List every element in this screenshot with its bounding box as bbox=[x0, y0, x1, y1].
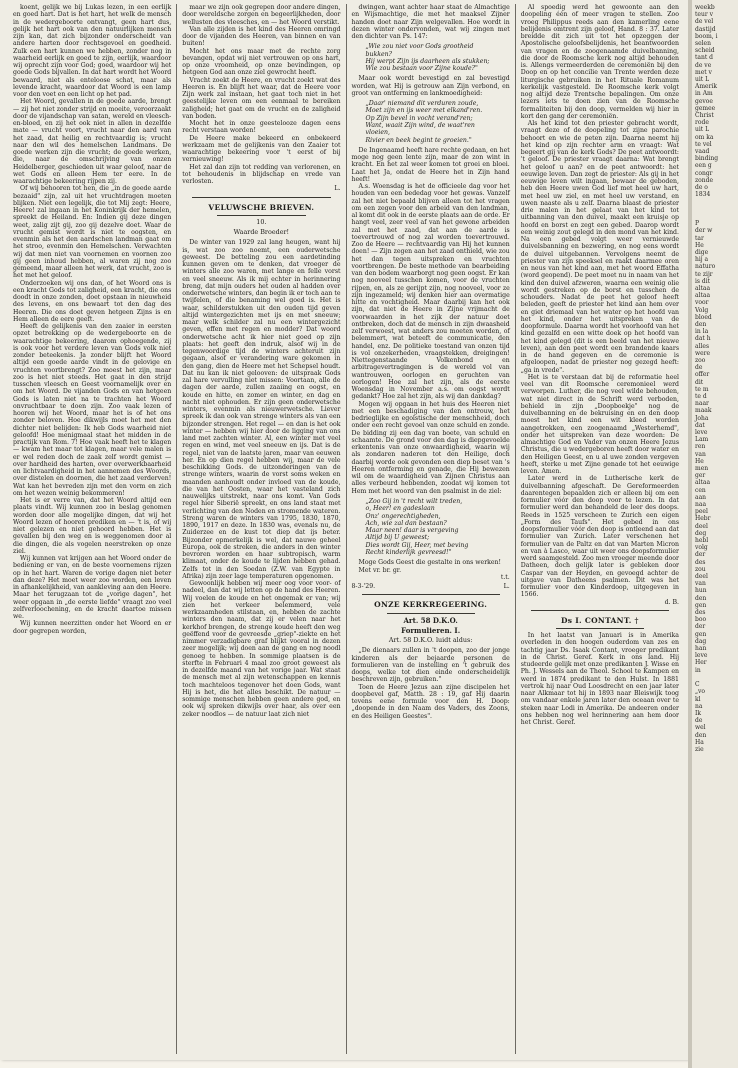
fragment-line: Joha bbox=[695, 414, 709, 422]
column-1 bbox=[8, 4, 177, 1054]
paragraph: De winter van 1929 zal lang heugen, want hij is, wat zoo zoo noemt, een ouderwetsche geweest. De betteling zou een aardetinding kunnen geven om te denken, dat vroeger de winters alle zoo waren, met lange en felle vorst en veel sneeuw. Als ik mij echter in herinnering breng, dat mijn ouders het ouden al hadden over onderwetsche winters, dan begin ik er toch aan te twijfelen, of die benaming wel goed is. Het is waar, schilderstukken uit den ouden tijd geven altijd wintergezichten met ijs en met sneeuw; maar welk schilder zal nu een wintergezicht geven, effen met regen en modder? Dat woord onderwetsche acht ik hier niet goed op zijn plaats: het geeft den indruk, alsof wij in de tegenwoordige tijd de winters achteruit zijn gegaan, alsof er verandering ware gekomen in den gang, dien de Heere met het Schepsel houdt. Dat nu kan ik niet gelooven: de uitspraak Gods zal hare vervulling niet missen: Voortaan, alle de dagen der aarde, zullen zaaiing en oogst, en koude en hitte, en zomer en winter, en dag en nacht niet ophouden. Er zijn geen onderwetsche winters, evenmin als nieuwerwetsche. Liever spreek ik dan ook van strenge winters als van een bijzonder strengen. Het regel — en dan is het ook winter — hebben wij hier door de ligging van ons land met zachten winter. Al, een winter met veel regen en wind, met veel sneeuw en ijs. Dat is de regel, niet van de laatste jaren, maar van eeuwen her. En op dien regel hebben wij, maar de vele beschikking Gods. de uitzonderingen van de strenge winters, waarin de vorst soms weken en maanden aanhoudt onder invloed van de koude, die van het Oosten, waar het vasteland zich nauwelijks uitstrekt, naar ons komt. Van Gods regel hier Siberië spreekt, en ons land staat met verlichting van den Noden en stromende wateren. Streng waren de winters van 1795, 1830, 1870, 1890, 1917 en deze. In 1830 was, evenals nu, de Zuiderzee en de kust tot diep dat ijs beter. Bijzonder opmerkelijk is wel, dat nauwe geheel Europa, ook de streken, die anders in den winter bevroren worden en haar subtropisch, warm klimaat, onder de koude te lijden hebben gehad. Zelfs tot in den Soedan (Z.W. van Egypte in Afrika) zijn zeer lage temperaturen opgenomen. bbox=[182, 239, 341, 580]
psalm-verse-3 bbox=[366, 498, 510, 556]
article-intro: Art. 58 D.K.O. luidt aldus: bbox=[388, 636, 473, 645]
fragment-line: C bbox=[695, 681, 700, 689]
fragment-line: wel bbox=[695, 724, 706, 732]
fragment-line bbox=[695, 206, 738, 213]
fragment-line: deel bbox=[695, 522, 708, 530]
fragment-line: te vel bbox=[695, 140, 712, 148]
fragment-line: dit bbox=[695, 378, 704, 386]
formulieren-title: Formulieren. I. bbox=[401, 625, 461, 635]
signature-l: L. bbox=[334, 185, 341, 193]
fragment-line: deel bbox=[695, 573, 708, 581]
section-divider bbox=[531, 610, 669, 611]
verse-line: Maar neen! daar is vergeving bbox=[365, 527, 459, 535]
paragraph: Of wij behooren tot hen, die „in de goede aarde bezaaid" zijn, zal uit het vruchtdragen moeten blijken. Niet een legelijk, die tot Mij zegt: Heere, Heere! zal ingaan in het Koninkrijk der hemelen, spreekt de Heiland. En: Indien gij deze dingen weet, zalig zijt gij, zoo gij dezelve doet. Waar de vrucht gemist wordt is niet te oogsten, en evenmin als het den aardschen landman gaat om het stroo, evenmin den Hemelschen. Verwachten wij dat men niet van voornemen en voornen zoo gij geen inhoud hebben, al waren zij nog zoo gemeend, maar alleen het werk, dat vrucht, zoo is het met het geloof. bbox=[13, 185, 172, 280]
fragment-line: de bbox=[695, 364, 703, 372]
paragraph: Later werd in de Lutherische kerk de duivelbanning afgeschaft. De Gereformeerden daarentegen bepaalden zich er alleen bij om een formulier vóór den doop voor te lezen. In dat formulier werd dan behandeld de leer des doops. Reeds in 1525 verscheen te Zurich een eigen „Form des Taufs". Het gebed in ons doopsformulier vóór den doop is ontleend aan dat formulier van Zurich. Later verschenen het formulier van de Paltz en dat van Marten Micron en van à Lasco, waar uit weer ons doopsformulier werd saamgesteld. Zoo men vroeger meende door Datheen, doch gelijk later is gebleken door Caspar van der Heyden, en gevoegd achter de uitgave van Datheens psalmen. Dit was het formulier voor den Kinderdoop, uitgegeven in 1566. bbox=[520, 475, 679, 599]
section-title-onze-kerkregeering: ONZE KERKREGEERING. bbox=[374, 600, 488, 610]
fragment-line: der w bbox=[695, 227, 713, 235]
regards-line: Met vr. br. gr. bbox=[358, 566, 402, 574]
fragment-line: uit L bbox=[695, 126, 710, 134]
paragraph: Het is te verstaan dat bij de reformatie heel veel van dit Roomsche ceremonieel werd verworpen. Luther, die nog veel wilde behouden, wat niet direct in de Schrift werd verboden, behield in zijn „Doopboekje" nog de duivelbanning en de bekruising en en den doop moest het kind een wit kleed worden aangetrokken, een zoogenaamd „Westerhemd", onder het uitspreken van deze woorden: De almachtige God en Vader van onzen Heere Jezus Christus, die u wedergeboren heeft door water en den Heiligen Geest, en u al uwe zonden vergeven heeft, sterke u met Zijne genade tot het eeuwige leven. Amen. bbox=[520, 373, 679, 475]
fragment-line: Her bbox=[695, 659, 707, 667]
fragment-line: Lam bbox=[695, 436, 709, 444]
letter-date: 8-3-'29. bbox=[351, 583, 376, 591]
paragraph: Toen de Heere Jezus aan zijne discipelen het doopbevel gaf, Matth. 28 : 19, gaf Hij daarin tevens eene formule voor den H. Doop: „doopende in den Naam des Vaders, des Zoons, en des Heiligen Geestes". bbox=[351, 683, 510, 720]
paragraph: maar we zijn ook gegrepen door andere dingen, door wereldsche zorgen en begeerlijkheden, door wellusten des vleesches, en — het Woord verstikt. bbox=[182, 4, 341, 26]
fragment-line: uit L bbox=[695, 76, 710, 84]
fragment-line: altaa bbox=[695, 292, 711, 300]
page-columns bbox=[8, 4, 684, 1054]
paragraph: A.s. Woensdag is het de officieele dag voor het houden van een bededag voor het gewas. Vanzelf zal het niet bepaald blijven alleen tot het vragen om een zegen voor den arbeid van den landman, al komt dit ook in de eerste plaats aan de orde. Er hangt veel, zeer veel af van het gewone arbeiden zal met het zaad, dat aan de aarde is toevertrouwd of nog zal worden toevertrouwd. Zoo de Heere — rechtvaardig van Hij het kunnen doen! — Zijn zegen aan het zaad onthield, wie zou het dan tegen uitspreken en vruchten voortbrengen. De beste methode van bearbeiding van den bodem waarborgt nog geen oogst. Er kan nog nooveel tusschen komen, voor de vruchten rijpen, en, als ze gerijpt zijn, nog nooveel, voor ze zijn ingezameld; wij denken hier aan overmatige hitte en vochtigheid. Maar daarbij kan het ook zijn, dat niet de Heere in Zijne vrijmacht de voorwaarden in het zijk der natuur doet ontbreken, doch dat de mensch in zijn dwaasheid zelf verwoest, wat anders zou moeten worden, of belemmert, wat beteeft de communicatie, den handel, enz. De politieke toestand van onzen tijd is vol onzekerheden, vraagstekken, dreigingen! Niettegenstaande Volkenbond en arbitragevertragingen is de wereld vol van wantrouwen, oorlogen en geruchten van oorlogen! Hoe zal het zijn, als de eerste Woensdag in November a.s. om oogst wordt gedankt? Hoe zal het zijn, als wij dan dankdag? bbox=[351, 183, 510, 401]
paragraph: In het laatst van Januari is in Amerika overleden in den hoogen ouderdom van zes en tachtig jaar Ds. Isaak Contant, vroeger predikant in de Christ. Geref. Kerk in ons land. Hij studeerde gelijk met onze predikanten J. Wisse en Ph. J. Wessels aan de Theol. School te Kampen en werd in 1874 predikant te den Hulst. In 1881 vertrok hij naar Oud Loosdrecht en een jaar later naar Alkmaar tot hij in 1893 naar Bleiswijk toog om vandaar enkele jaren later den oceaan over te steken naar Lodi in Amerika. De andeeren onder ons hebben nog wel herinnering aan hem door het Christ. Geref. bbox=[520, 632, 679, 726]
verse-line: Recht kinderlijk gevreesd!" bbox=[365, 549, 452, 557]
section-title-veluwsche-brieven: VELUWSCHE BRIEVEN. bbox=[208, 202, 315, 212]
fragment-line: voor bbox=[695, 299, 709, 307]
fragment-line: He bbox=[695, 457, 704, 465]
fragment-line: ren bbox=[695, 443, 706, 451]
initials-tt: t.t. bbox=[500, 573, 510, 581]
paragraph: Onderzoeken wij ons dan, of het Woord ons is een kracht Gods tot zaligheid, een kracht, die ons doodt in onze zonden, doet opstaan in nieuwheid des levens, en ons bewaart tot den dag des Heeren. Die ons doet geven hetgeen Zijns is en Hem alleen de eere geeft. bbox=[13, 279, 172, 323]
fragment-line: zou bbox=[695, 565, 706, 573]
letter-signature: L. bbox=[503, 583, 510, 591]
fragment-line: hij a bbox=[695, 256, 709, 264]
verse-line: Dies wordt Gij, Heer, met beving bbox=[365, 541, 469, 549]
fragment-line: des bbox=[695, 558, 706, 566]
fragment-line: den bbox=[695, 320, 707, 328]
paragraph: Al spoedig werd het gewoonte aan den doopeling één of meer vragen te stellen. Zoo vroeg Philippus reeds aan den kamerling eene belijdenis omtrent zijn geloof, Hand. 8 : 37. Later breidde dit zich uit tot het opzeggen der Apostolische geloofsbelijdenis, het beantwoorden van vragen en de zoogenaamde duivelbanning, die door de Roomsche kerk nog altijd behouden is. Allengs vermeerderden de ceremoniën bij den Doop en op het concilie van Trente werden deze liturgische gebruiken in het Rituale Romanum kerkelijk vastgesteld. De Roomsche kerk volgt nog altijd deze Trentsche bepalingen. Om onze lezers iets te doen zien van de Roomsche formaliteiten bij den doop, vermelden wij hier in kort den gang der ceremoniën. bbox=[520, 4, 679, 120]
fragment-line: congr bbox=[695, 169, 713, 177]
fragment-line: ger bbox=[695, 472, 706, 480]
fragment-line: gen bbox=[695, 601, 707, 609]
letter-number: 10. bbox=[256, 217, 267, 226]
fragment-line: der bbox=[695, 623, 706, 631]
paragraph: Heeft de gelijkenis van den zaaier in eersten opzet betrekking op de wedergeboorte en de waarachtige bekeering, daarom ophoegende, zij is ook voor het verdere leven van Gods volk niet zonder beteekenis. Ja zonder blijft het Woord altijd een goede aarde vindt in de gelovige en vruchten voortbrengt? Zoo moest het zijn, maar zoo is het niet steeds. Het gaat in den strijd tusschen vleesch en Geest voornamelijk over en om het Woord. De vijanden Gods en van hetgeen Gods is laten niet na te trachten het Woord onvruchtbaar te doen zijn. Zoo vaak lezen of hooren wij het Woord, maar het is of het ons zonder beloven. Hoe dikwijls moet het met den dichter niet belijden: Ik heb Gods waarheid niet geloofd! Hoe menigmaal staat het midden in de practijk van Rom. 7! Hoe vaak heeft het te klagen — kwam het maar tot klagen, maar vele malen is er wel reden doch de zaak zelf wordt gemist — over hardheid des harten, over overwerkbaarheid en lichtvaardigheid in het aannemen des Woords, over distelen en doornen, die het zaad verderven! Wat kan het bevreden zijn met den vorm en zich om het wezen weinig bekommeren! bbox=[13, 323, 172, 497]
fragment-line: maak bbox=[695, 407, 712, 415]
paragraph: Gewoonlijk hebben wij meer oog voor voor- of nadeel, dan dat wij letten op de hand des Heeren. Wij voelen de koude en het ongemak er van; wij zien het verkeer belemmerd, vele werkzaamheden stilstaan, en, hebben de zachte winters den naam, dat zij er velen naar het kerkhof brengen, de strenge koude heeft den weg geëffend voor de gevreesde „griep"-ziekte en het nimmer verzadigbare graf blijkt vooral in dezen zeer mogelijk; wij doen aan de gang en nog noodl genoeg te hebben. In sommige plaatsen is de sterfte in Februari 4 maal zoo groot geweest als in dezelfde maand van het vorige jaar. Wat staat de mensch met al zijn wetenschappen en kennis toch machteloos tegenover het doen Gods, want Hij is het, die het alles beschikt. De natuur — sommige menschen hebben geen andere god, en ook wij spreken dikwijls over haar, als over een zeker noodlos — de natuur laat zich niet bbox=[182, 580, 341, 718]
paragraph: Mocht het in onze geestelooze dagen eens recht verstaan worden! bbox=[182, 120, 341, 135]
fragment-line: tar bbox=[695, 234, 704, 242]
fragment-line: van bbox=[695, 580, 706, 588]
letter-salutation: Waarde Broeder! bbox=[233, 228, 290, 236]
fragment-line: gemee bbox=[695, 104, 716, 112]
verse-line: Rivier en beek begint te groeien." bbox=[365, 136, 472, 144]
verse-line: „Zoo Gij in 't recht wilt treden, bbox=[365, 497, 463, 505]
fragment-line: bloed bbox=[695, 313, 712, 321]
paragraph: Het zal dan zijn tot redding van verlorenen, en tot behoudenis in blijdschap en vrede van verlosten. bbox=[182, 163, 341, 185]
verse-line: Moet zijn en ijs weer met elkand'ren. bbox=[365, 107, 483, 115]
fragment-line: peel bbox=[695, 508, 708, 516]
fragment-line: He bbox=[695, 241, 704, 249]
fragment-line: volg bbox=[695, 544, 708, 552]
fragment-line: de vel bbox=[695, 18, 714, 26]
fragment-line: in la bbox=[695, 328, 709, 336]
fragment-line bbox=[695, 213, 738, 220]
verse-line: o, Heer! en gadeslaan bbox=[365, 505, 435, 513]
fragment-line: „vo bbox=[695, 688, 706, 696]
fragment-line: teur v bbox=[695, 11, 713, 19]
psalm-verse-1 bbox=[366, 43, 510, 72]
paragraph: Vracht zoekt de Heere, en vrucht zoekt wat des Heeren is. En blijft het waar, dat de Heere voor Zijn werk zal instaan, het gaat toch niet in het geestelijke leven om een eenmaal te bereiken zaligheid; het gaat om de vrucht en de zaligheid van boden. bbox=[182, 76, 341, 120]
fragment-line: leve bbox=[695, 652, 708, 660]
fragment-line: den bbox=[695, 731, 707, 739]
verse-line: Wie zou bestaan voor Zijne koude?" bbox=[365, 65, 478, 73]
fragment-line: te d bbox=[695, 392, 707, 400]
verse-line: „Daar' niemand dit verduren zoude, bbox=[365, 100, 479, 108]
fragment-line: hebl bbox=[695, 537, 709, 545]
signature-db: d. B. bbox=[664, 598, 679, 606]
paragraph: De Heere make bekeerd en onbekeerd werkzaam met de gelijkenis van den Zaaier tot waarachtige bekeering voor 't eerst of bij vernieuwing! bbox=[182, 134, 341, 164]
fragment-line: te zijr bbox=[695, 270, 713, 278]
fragment-line: aan bbox=[695, 493, 707, 501]
fragment-line: dastijd bbox=[695, 25, 716, 33]
letter-footer bbox=[352, 583, 510, 590]
paragraph: dwingen, want achter haar staat de Almachtige en Wijsmachtige, die met het maaksel Zijner handen doet naar Zijn welgevallen. Hoe wordt in dezen winter ondervonden, wat wij zingen met den dichter van Ps. 147: bbox=[351, 4, 510, 40]
fragment-line: zoo bbox=[695, 356, 706, 364]
fragment-line: alles bbox=[695, 342, 710, 350]
fragment-line: des bbox=[695, 609, 706, 617]
fragment-line: altaa bbox=[695, 479, 711, 487]
fragment-line: dat bbox=[695, 421, 705, 429]
verse-line: Op Zijn bevel in vocht verand'ren; bbox=[365, 114, 473, 122]
paragraph: Mogen wij opgaan in het huis des Heeren niet met een beschadiging van den ontrouw, het bedrieglijke en egoïstische der menschheid, doch onder een recht gevoel van onze schuld en zonde. De bidding zij een dag van boete, van schuld en schaamte. De grond voor den dag is diepgevoelde erkentenis van onze onwaardigheid, waarin wij als zondaren naderen tot den Heilige, doch daarbij worde ook gevonden een diep beset van 's Heeren ontferming en genade, die Hij bewezen wil om de waardigheid van Zijnen Christus aan alles verbeurd hebbenden, zoodat wij komen tot Hem met het woord van den psalmist in de ziel: bbox=[351, 400, 510, 495]
verse-line: „Wie zou niet voor Gods grootheid bbox=[365, 43, 474, 51]
fragment-line: in Am bbox=[695, 90, 713, 98]
fragment-line: om ka bbox=[695, 133, 714, 141]
verse-line: vloeien, bbox=[365, 129, 390, 137]
paragraph: Van alle zijden is het kind des Heeren omringd door de vijanden des Heeren, van binnen en van buiten! bbox=[182, 25, 341, 48]
fragment-line: naar bbox=[695, 400, 709, 408]
fragment-line: dag bbox=[695, 637, 707, 645]
verse-line: bukken? bbox=[365, 50, 392, 58]
paragraph: Wij kunnen neerzitten onder het Woord en er door gegrepen worden, bbox=[13, 620, 172, 635]
fragment-line: deg bbox=[695, 529, 707, 537]
fragment-line: scheid bbox=[695, 47, 715, 55]
fragment-line: dige bbox=[695, 248, 709, 256]
paragraph: De Ingenaamd heeft hare rechte gedaan, en het moge nog geen lente zijn, maar de zon wint in kracht. En het zal weer komen tot groei en bloei. Laat het Ja, ondat de Heere het in Zijn hand heeft! bbox=[351, 146, 510, 183]
fragment-line: na bbox=[695, 702, 703, 710]
column-2 bbox=[177, 4, 346, 1054]
fragment-line: Ik bbox=[695, 709, 702, 717]
fragment-line: altaa bbox=[695, 284, 711, 292]
fragment-line: de bbox=[695, 717, 703, 725]
next-page-fragment bbox=[692, 0, 738, 1068]
fragment-line: vaad bbox=[695, 148, 710, 156]
paragraph: Het is er verre van, dat het Woord altijd een plaats vindt. Wij kunnen zoo in beslag genomen worden door alle mogelijke dingen, dat wij het Woord lezen of hooren prediken en — 't is, of wij niet gelezen en niet gehoord hebben. Het is gevallen bij den weg en is weggenomen door al die dingen, die als vogelen neerstreken op onze ziel. bbox=[13, 497, 172, 555]
fragment-line: der bbox=[695, 551, 706, 559]
fragment-line: den bbox=[695, 594, 707, 602]
fragment-line: naturo bbox=[695, 263, 716, 271]
fragment-line: Christ bbox=[695, 112, 714, 120]
fragment-line: P bbox=[695, 220, 700, 228]
paragraph: Wij kunnen vat krijgen aan het Woord onder de bediening er van, en de beste voornemens rijzen op in het hart. Waren de vorige dagen niet beter dan deze? Het moet weer zoo worden, een leven in afhankelijkheid, van aankleving aan den Heere. Maar het terugzaan tot de „vorige dagen", het weer opgaan in „de eerste liefde" vraagt zoo veel zelfverloochening, en de kracht daartoe missen we. bbox=[13, 555, 172, 620]
verse-line: Hij werpt Zijn ijs daarheen als stukken; bbox=[365, 57, 490, 65]
fragment-line: binding bbox=[695, 155, 719, 163]
fragment-line: met v bbox=[695, 68, 712, 76]
paragraph: koent, gelijk we bij Lukas lezen, in een eerlijk en goed hart. Dat is het hart, het welk de mensch in de wedergeboorte ontvangt, geen hart dus, gelijk het hart ook van den natuurlijken mensch zijn kan, dat zich bijzonder onderscheidt van andere harten door rechtsgevoel en goedheid. Zulk een hart kunnen we hebben, zonder nog in waarheid eerlijk en goed te zijn, eerlijk, waardoor wij oprecht zijn voor God; goed, waardoor wij het goede Gods bijvallen. In dat hart wordt het Woord bewaard, niet als enteloose schat, maar als levende kracht, waardoor dat Woord is een lamp voor den voet en een licht op het pad. bbox=[13, 4, 172, 98]
fragment-line: boo bbox=[695, 616, 707, 624]
fragment-line bbox=[695, 198, 738, 205]
fragment-line bbox=[695, 674, 738, 681]
closing-line: Moge Gods Geest die gestalte in ons werken! bbox=[358, 559, 502, 567]
fragment-line: de ve bbox=[695, 61, 712, 69]
title-underline bbox=[217, 215, 305, 216]
fragment-line: were bbox=[695, 349, 711, 357]
title-underline bbox=[387, 613, 475, 614]
fragment-line: dat h bbox=[695, 335, 711, 343]
verse-line: Onz' ongerechtigheden, bbox=[365, 512, 441, 520]
fragment-line: te m bbox=[695, 385, 709, 393]
fragment-line: de o bbox=[695, 184, 708, 192]
paragraph: Het Woord, gevallen in de goede aarde, brengt — zij het niet zonder strijd en moeite, veroorzaakt door de vijandschap van satan, wereld en vleesch-en-bloed, en zij het ook niet in allen in dezelfde mate — vrucht voort, vrucht naar den aard van het zaad, dat heilig en rechtvaardig is; vrucht naar den wil des hemelschen Landmans. De goede werken zijn die vrucht; de goede werken, die, naar de omschrijving van onzen Heidelberger, geschieden uit waar geloof, naar de wet Gods en alleen Hem ter eere. In de waarachtige bekeering rijpen zij. bbox=[13, 98, 172, 185]
fragment-line: is dit bbox=[695, 277, 711, 285]
fragment-line: Hebr bbox=[695, 515, 711, 523]
fragment-line: naa bbox=[695, 501, 707, 509]
fragment-line: men bbox=[695, 465, 709, 472]
column-4 bbox=[516, 4, 684, 1054]
verse-line: Altijd bij U geweest; bbox=[365, 534, 430, 542]
section-title-contant: Ds I. CONTANT. † bbox=[560, 615, 639, 625]
paragraph: Maar ook wordt bevestigd en zal bevestigd worden, wat Hij is getrouw aan Zijn verbond, en groot van ontferming en lankmoedigheid: bbox=[351, 75, 510, 97]
section-divider bbox=[192, 197, 330, 198]
next-page-text bbox=[695, 4, 738, 753]
fragment-line: kl bbox=[695, 695, 701, 703]
fragment-line: leve bbox=[695, 428, 708, 436]
section-divider bbox=[362, 594, 500, 595]
psalm-verse-2 bbox=[366, 100, 510, 144]
fragment-line: zonde bbox=[695, 176, 714, 184]
fragment-line: Volg bbox=[695, 306, 709, 314]
verse-line: Ach, wie zal dan bestaan? bbox=[365, 519, 447, 527]
fragment-line: in bbox=[695, 666, 701, 674]
article-title: Art. 58 D.K.O. bbox=[403, 615, 458, 625]
fragment-line: weekb bbox=[695, 4, 715, 11]
fragment-line: Amerik bbox=[695, 83, 717, 91]
fragment-line: boom, i bbox=[695, 32, 718, 40]
column-3 bbox=[347, 4, 516, 1054]
verse-line: Want, waait Zijn wind, de waat'ren bbox=[365, 122, 475, 130]
fragment-line: een g bbox=[695, 162, 712, 170]
fragment-line: zie bbox=[695, 745, 704, 753]
fragment-line: gen bbox=[695, 630, 707, 638]
paragraph: Als het kind tot den priester gebracht wordt, vraagt deze of de doopeling tot zijne parochie behoort en wie de peten zijn. Daarna neemt hij het kind op zijn rechter arm en vraagt: Wat begeert gij van de kerk Gods? De peet antwoordt: 't geloof. De priester vraagt daarna: Wat brengt het geloof u aan? en de peet antwoordt: het eeuwige leven. Dan zegt de priester: Als gij in het eeuwige leven wilt ingaan, bewaar de geboden, heb den Heere uwen God lief met heel uw hart, met heel uw ziel, en met heel uw verstand, en uwen naaste als u zelf. Daarna blaast de priester drie malen in het gelaat van het kind tot uitbanning van den duivel, maakt een kruisje op hoofd en borst en zegt een gebed. Daarop wordt een weinig zout gelegd in den mond van het kind. Na een gebed volgt weer vernieuwde duivelsbanning en bezwering, en nog eens wordt de duivel uitgebannen. Vervolgens neemt de priester van zijn speeksel en raakt daarmee oren en neus van het kind aan, met het woord Effatha (word geopend). De peet moet nu in naam van het kind den duivel afzweren, waarna een weinig olie wordt gestreken op de borst en tusschen de schouders. Nadat de peet het geloof heeft beleden, geeft de priester het kind aan hem over en giet driemaal van het water op het hoofd van het kind, onder het uitspreken van de doopformule. Daarna wordt het voorhoofd van het kind gezalfd en een witte doek op het hoofd van het kind gelegd (dit is een beeld van het nieuwe leven), aan den peet wordt een brandende kaars in de hand gegeven en de ceremonie is afgeloopen, nadat de priester nog gezegd heeft: „ga in vrede". bbox=[520, 120, 679, 374]
fragment-line: van bbox=[695, 450, 706, 458]
paragraph: „De dienaars zullen in 't doopen, zoo der jonge kinderen als der bejaarde personen de formulieren van de instelling en 't gebruik des doops, welke tot dien einde onderscheidelijk beschreven zijn, gebruiken." bbox=[351, 647, 510, 684]
fragment-line: han bbox=[695, 645, 707, 653]
fragment-line: tant d bbox=[695, 54, 714, 62]
paragraph: Mocht het ons maar met de rechte zorg bevangen, opdat wij niet vertrouwen op ons hart, op onze vroomheid, op onze bevindingen, op hetgeen God aan onze ziel gewrocht heeft. bbox=[182, 47, 341, 77]
fragment-line: selen bbox=[695, 40, 711, 48]
fragment-line: offer bbox=[695, 371, 710, 379]
fragment-line: Ha bbox=[695, 738, 704, 746]
fragment-line: gevoe bbox=[695, 97, 713, 105]
fragment-line: 1834 bbox=[695, 191, 711, 199]
fragment-line: rode bbox=[695, 119, 709, 127]
fragment-line: hun bbox=[695, 587, 707, 595]
title-underline bbox=[556, 628, 644, 629]
fragment-line: cen bbox=[695, 486, 706, 494]
